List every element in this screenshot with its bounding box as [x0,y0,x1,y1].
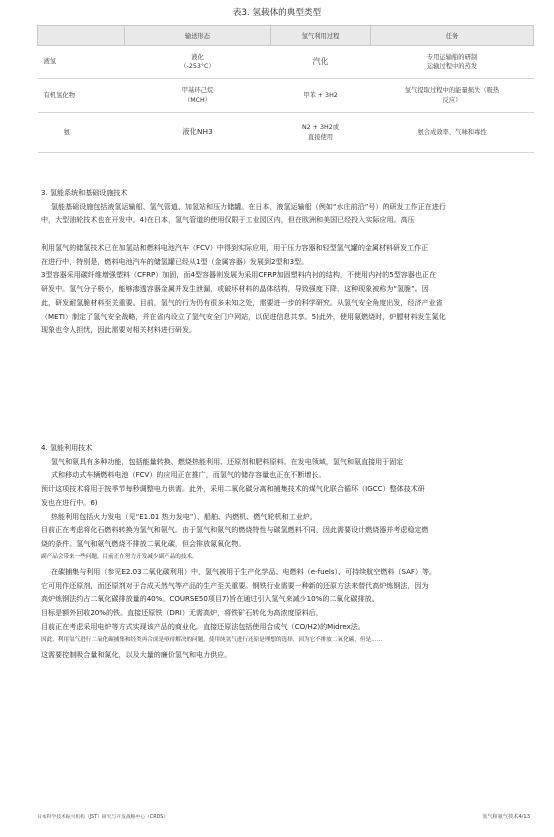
table-cell [125,79,271,113]
paragraph-line: 氢气和氨具有多种功能，包括能量转换、燃烧热能利用、还原剂和肥料原料。在发电领域，氢气和氨直接用于固定 [51,456,404,466]
table-cell [125,46,271,79]
section-3 [41,186,542,337]
table-caption: 表3. 氢载体的典型类型 [232,8,322,18]
table-header: 输送形态 [125,26,271,46]
cell-line: （MCH） [183,96,212,104]
table-cell [271,113,371,153]
cell-line: 氢气提取过程中的能量损失（吸热 [404,87,500,95]
paragraph-line: 式和移动式车辆燃料电池（FCV）的应用正在推广，而氢气的储存容量也正在不断增长。 [51,470,326,480]
paragraph-line: （METI）制定了氢气安全战略，并在省内设立了氢气安全门户网站，以促进信息共享。5)此外，使用氨燃烧时，炉膛材料发生氮化 [41,311,446,321]
table-row [38,79,534,113]
paragraph-line: 目标是额外回收20%的铁。直接还原铁（DRI）无需高炉，将铁矿石转化为高浓度原料后， [41,608,323,618]
paragraph-line: 预计这项技术将用于按季节每秒调整电力供需。此外，采用二氧化碳分离和捕集技术的煤气化联合循环（IGCC）整体技术研 [41,484,425,494]
table-cell [371,46,534,79]
paragraph-line: 发也在进行中。6) [41,497,98,507]
cell-line: 氨合成效率、气味和毒性 [417,128,487,136]
table-header [38,26,125,46]
hydrogen-carrier-table [37,25,534,153]
paragraph-line: 它可用作还原剂，而还原剂对于合成天然气等产品的生产至关重要。钢铁行业需要一种新的还原方法来替代高炉炼钢法，因为 [41,580,429,590]
cell-line: 甲苯 + 3H2 [303,91,338,99]
cell-line: 反应） [442,96,462,104]
paragraph-line: 目前正在考虑采用电炉等方式实现该产品的商业化。直接还原法包括使用合成气（CO/H2)的Midrex法。 [41,621,365,631]
paragraph-line: 3型容器采用碳纤维增强塑料（CFRP）加固，而4型容器则发展为采用CFRP加固塑料内衬的结构，不使用内衬的5型容器也正在 [41,270,436,280]
paragraph-line: 在碳捕集与利用（参见E2.03二氧化碳利用）中，氢气被用于生产化学品、电燃料（e-fuels）、可持续航空燃料（SAF）等。 [51,566,437,576]
table-row [38,46,534,79]
cell-line: 液化 [191,53,204,61]
table-cell: 有机氢化物 [38,79,125,113]
table-cell: 氨 [38,113,125,153]
table-cell [125,113,271,153]
paragraph-line: 高炉炼钢法约占二氧化碳排放量的40%。COURSE50项目7)旨在通过引入氢气来减少10%的二氧化碳排放。 [41,594,379,604]
footer-page-label: 氢气和氨气技术4/13 [482,814,530,820]
paragraph-line: 因此，利用氢气进行二氧化碳捕集和经类再合成是亟待解决的问题。使用纯氢气进行还原是理想的选择，因为它不排放二氧化碳，但是…… [41,636,383,643]
cell-line: 运输过程中的蒸发 [426,63,478,70]
table-header-row [38,26,534,46]
table-header: 氢气利用过程 [271,26,371,46]
table-cell [371,79,534,113]
table-cell: 液氢 [38,46,125,79]
cell-line: 液化NH3 [182,127,213,137]
section-4 [41,441,542,661]
paragraph-line: 在进行中，特别是，燃料电池汽车的储氢罐已经从1型（金属容器）发展到2型和3型。 [41,256,309,266]
table-cell [271,46,371,79]
paragraph-line: 烧的条件。氢气和氨气燃烧不排放二氧化碳，但会排放氮氧化物。 [41,539,246,549]
table-cell [271,79,371,113]
paragraph-line: 热能利用包括火力发电（见“E1.01 热力发电”）、船舶、内燃机、燃气轮机和工业炉。 [51,511,317,521]
section-heading: 4. 氢能利用技术 [41,443,93,452]
paragraph-line: 目前正在考虑将化石燃料转换为氢气和氨气。由于氢气和氨气的燃烧特性与碳氢燃料不同，因此需要设计燃烧器并考虑稳定燃 [41,525,429,535]
cell-line: （-253°C） [180,63,215,70]
cell-line: 专用运输船的研制 [426,53,478,61]
cell-line: 汽化 [312,57,329,67]
paragraph-line [41,227,542,241]
paragraph-line: 研发中。氢气分子极小，能够渗透容器金属并发生泄漏，或破坏材料的晶体结构，导致强度下降，这种现象被称为“氢脆”。因 [41,284,429,294]
table-cell [371,113,534,153]
cell-line: N2 + 3H2或 [301,124,340,132]
cell-line: 直接使用 [307,133,334,141]
paragraph-line: 副产品会带来一些问题，目前正在努力开发减少副产品的技术。 [41,553,198,560]
table-row [38,113,534,153]
table-header: 任务 [371,26,534,46]
cell-line: 甲基环己烷 [181,87,214,95]
paragraph-line: 利用氢气的储氢技术已在加氢站和燃料电池汽车（FCV）中得到实际应用，用于压力容器和轻型氢气罐的金属材料研发工作正 [41,242,429,252]
paragraph-line: 氢能基础设施包括液氢运输船、氢气管道、加氢站和压力储罐。在日本，液氢运输船（例如“水庄前沿”号）的研发工作正在进行 [51,201,446,211]
paragraph-line: 现象也令人担忧，因此需要对相关材料进行研发。 [41,325,197,335]
paragraph-line: 这需要控制吸合量和氮化，以及大量的廉价氢气和电力供应。 [41,649,232,659]
footer-source: 日本科学技术振兴机构（JST）研究与开发战略中心（CRDS） [37,815,169,820]
section-heading: 3. 氢能系统和基础设施技术 [41,188,128,197]
paragraph-line: 中，大型油轮技术也在开发中。4)在日本，氢气管道的使用仅限于工业园区内，但在欧洲和美国已经投入实际应用。高压 [41,215,415,225]
paragraph-line: 此，研发耐氢脆材料至关重要。目前，氢气的行为仍有很多未知之处，需要进一步的科学研究。从氢气安全角度出发，经济产业省 [41,297,443,307]
